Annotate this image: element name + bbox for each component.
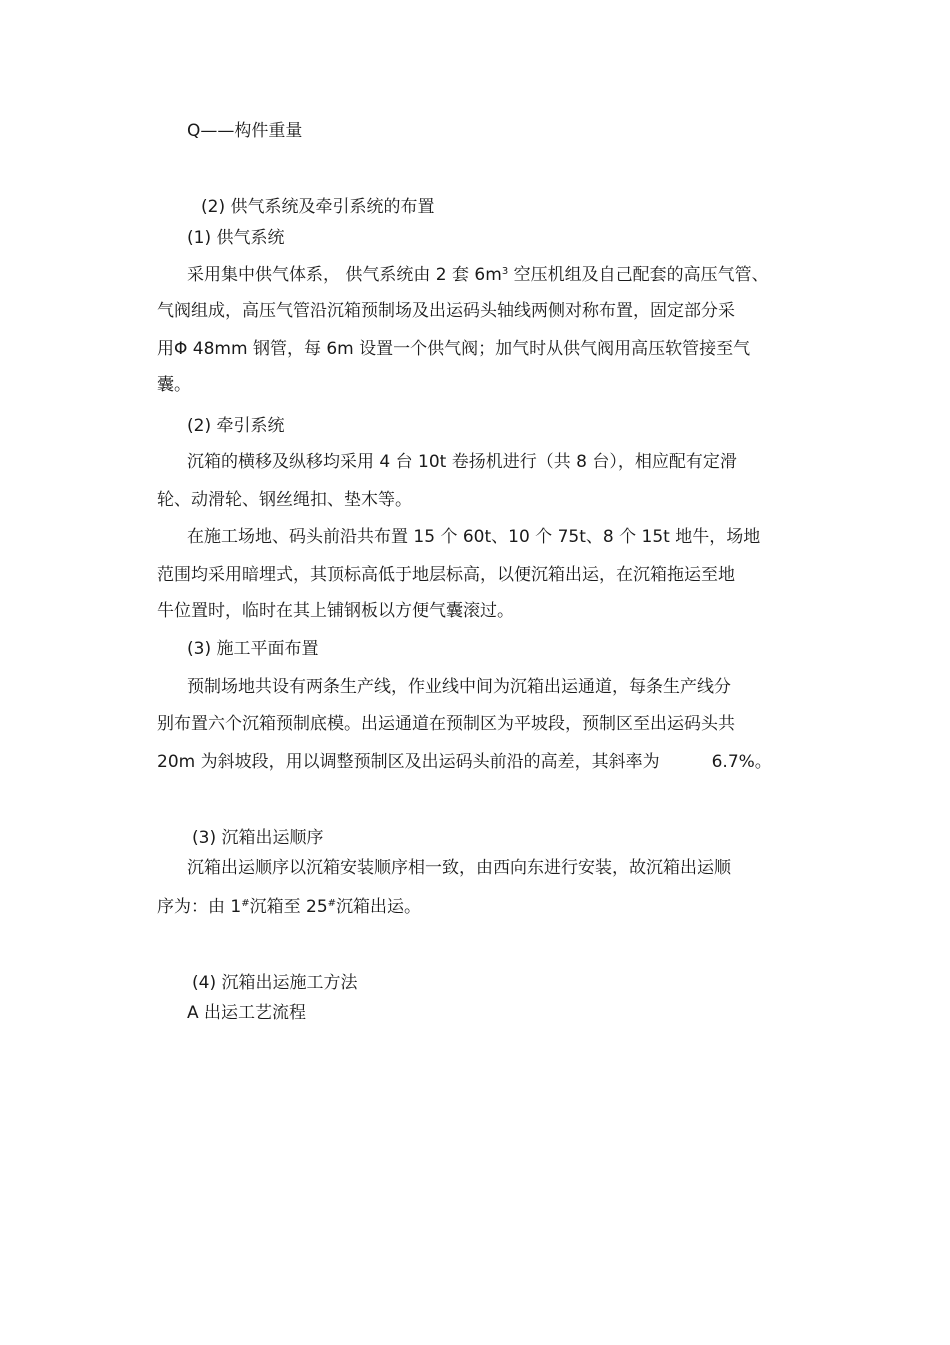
slope-value: 6.7%。 <box>711 752 772 772</box>
paragraph-gas-supply-line-2: 气阀组成，高压气管沿沉箱预制场及出运码头轴线两侧对称布置，固定部分采 <box>157 301 735 321</box>
superscript-hash: # <box>327 898 337 909</box>
superscript-3: 3 <box>501 266 509 277</box>
text-span: 空压机组及自己配套的高压气管、 <box>508 265 769 285</box>
text-span: 序为：由 1 <box>157 897 242 917</box>
section-4-heading: (4) 沉箱出运施工方法 <box>192 973 358 993</box>
q-definition-line: Q——构件重量 <box>187 121 303 141</box>
subsection-gas-supply-heading: (1) 供气系统 <box>187 228 285 248</box>
paragraph-anchors-line-1: 在施工场地、码头前沿共布置 15 个 60t、10 个 75t、8 个 15t 地牛，场地 <box>187 527 761 547</box>
paragraph-layout-line-1: 预制场地共设有两条生产线，作业线中间为沉箱出运通道，每条生产线分 <box>187 677 731 697</box>
paragraph-gas-supply-line-1 <box>187 264 769 286</box>
text-span: 采用集中供气体系， 供气系统由 2 套 6m <box>187 265 502 285</box>
paragraph-traction-line-2: 轮、动滑轮、钢丝绳扣、垫木等。 <box>157 490 412 510</box>
text-span: 沉箱至 25 <box>249 897 328 917</box>
section-2-heading: (2) 供气系统及牵引系统的布置 <box>201 197 435 217</box>
subsection-a-heading: A 出运工艺流程 <box>187 1003 307 1023</box>
superscript-hash: # <box>241 898 250 909</box>
text-span: 20m 为斜坡段，用以调整预制区及出运码头前沿的高差，其斜率为 <box>157 752 660 772</box>
paragraph-sequence-line-1: 沉箱出运顺序以沉箱安装顺序相一致，由西向东进行安装，故沉箱出运顺 <box>187 858 731 878</box>
paragraph-traction-line-1: 沉箱的横移及纵移均采用 4 台 10t 卷扬机进行（共 8 台），相应配有定滑 <box>187 452 737 472</box>
paragraph-layout-line-2: 别布置六个沉箱预制底模。出运通道在预制区为平坡段，预制区至出运码头共 <box>157 714 735 734</box>
paragraph-gas-supply-line-4: 囊。 <box>157 375 191 395</box>
paragraph-layout-line-3 <box>157 751 772 773</box>
paragraph-gas-supply-line-3: 用Φ 48mm 钢管，每 6m 设置一个供气阀；加气时从供气阀用高压软管接至气 <box>157 339 751 359</box>
paragraph-sequence-line-2 <box>157 896 421 918</box>
subsection-layout-heading: (3) 施工平面布置 <box>187 639 319 659</box>
section-3-heading: (3) 沉箱出运顺序 <box>192 828 324 848</box>
paragraph-anchors-line-3: 牛位置时，临时在其上铺钢板以方便气囊滚过。 <box>157 601 514 621</box>
subsection-traction-heading: (2) 牵引系统 <box>187 416 285 436</box>
text-span: 沉箱出运。 <box>336 897 422 917</box>
paragraph-anchors-line-2: 范围均采用暗埋式，其顶标高低于地层标高，以便沉箱出运，在沉箱拖运至地 <box>157 565 735 585</box>
